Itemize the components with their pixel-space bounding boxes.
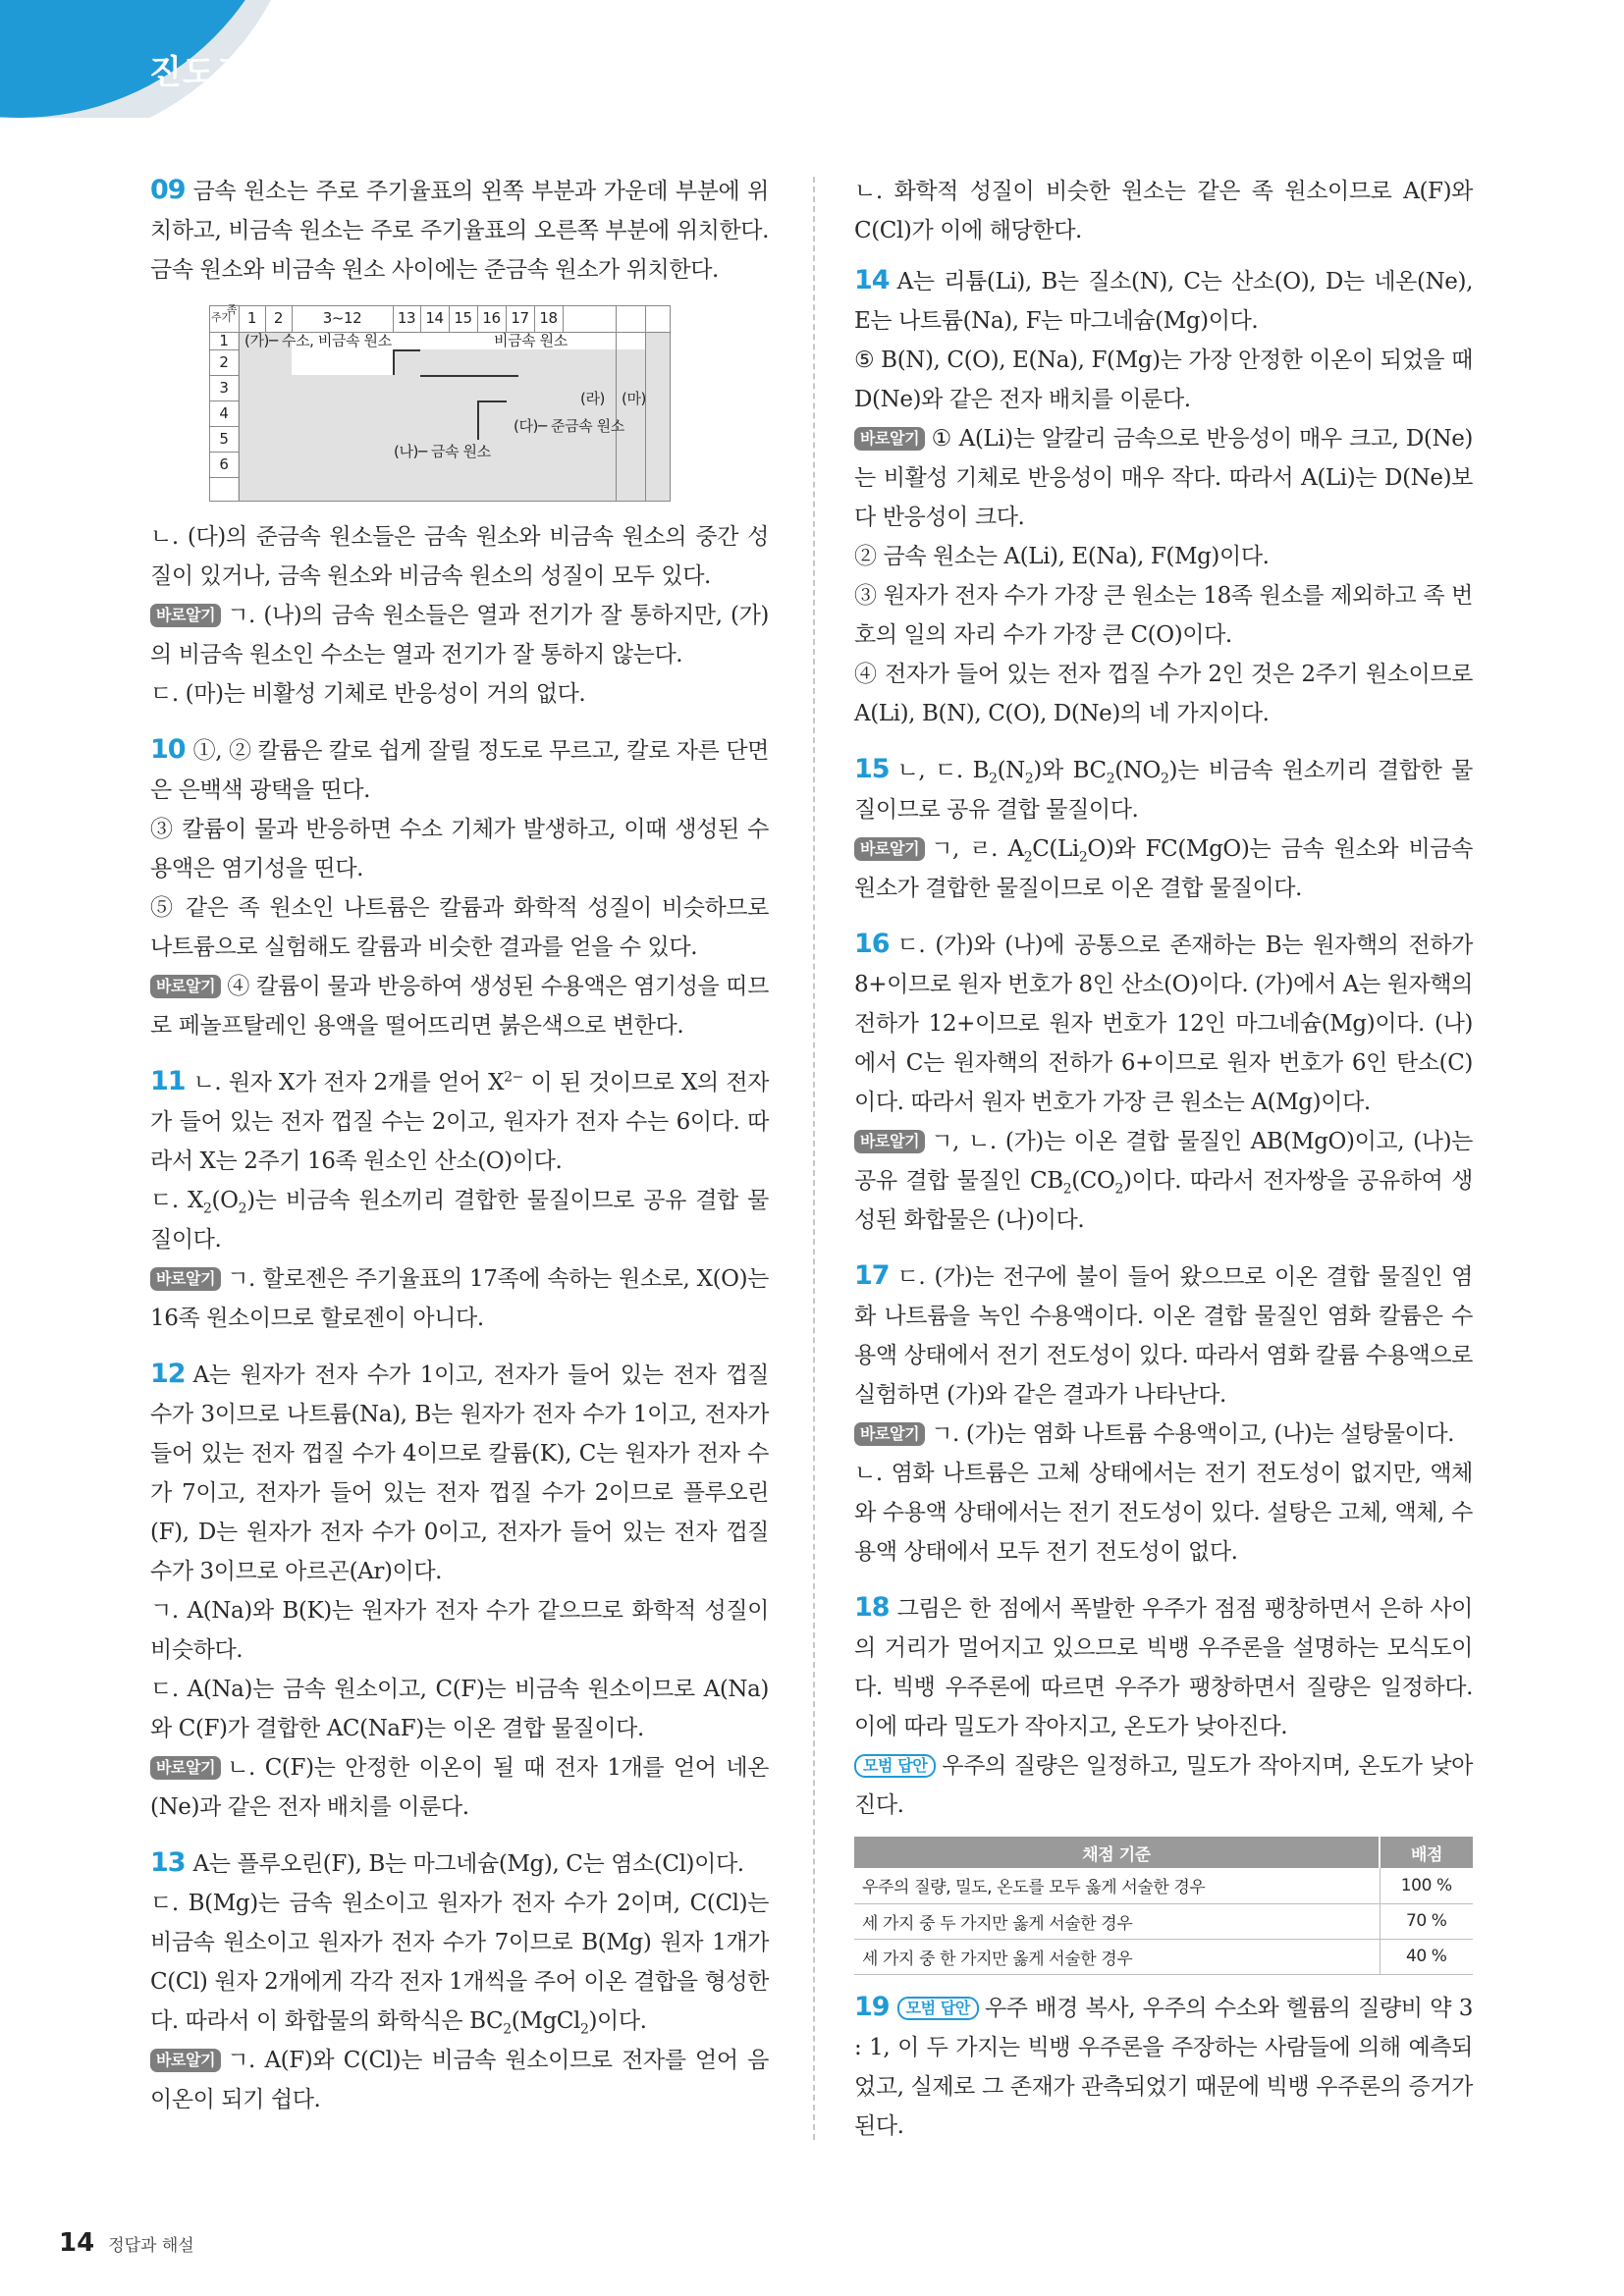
question-number: 17 bbox=[854, 1260, 890, 1291]
transition-gap bbox=[292, 349, 393, 375]
answer-16 bbox=[854, 926, 1473, 1240]
footer-label: 정답과 해설 bbox=[108, 2236, 194, 2256]
answer-18-model: 모범 답안 우주의 질량은 일정하고, 밀도가 작아지며, 온도가 낮아진다. bbox=[854, 1753, 1473, 1818]
left-column bbox=[150, 172, 769, 2119]
answer-11-wrong: 바로알기 ㄱ. 할로젠은 주기율표의 17족에 속하는 원소로, X(O)는 16족 원소이므로 할로젠이 아니다. bbox=[150, 1266, 769, 1331]
col-points: 배점 bbox=[1380, 1837, 1473, 1868]
answer-14-wrong: 바로알기 ① A(Li)는 알칼리 금속으로 반응성이 매우 크고, D(Ne)는 비활성 기체로 반응성이 매우 작다. 따라서 A(Li)는 D(Ne)보다 반응성이 크다. bbox=[854, 426, 1473, 530]
answer-17-text: ㄴ. 염화 나트륨은 고체 상태에서는 전기 전도성이 없지만, 액체와 수용액 상태에서는 전기 전도성이 있다. 설탕은 고체, 액체, 수용액 상태에서 모두 전기 전도성이 없다. bbox=[854, 1461, 1473, 1565]
column-divider bbox=[813, 177, 815, 2140]
wrong-badge: 바로알기 bbox=[854, 1130, 925, 1153]
points-cell: 40 % bbox=[1380, 1939, 1473, 1974]
answer-19 bbox=[854, 1989, 1473, 2146]
question-number: 09 bbox=[150, 175, 186, 205]
table-line bbox=[563, 305, 564, 332]
period-label: 2 bbox=[219, 353, 229, 371]
table-row bbox=[854, 1868, 1473, 1903]
answer-09-text: 09 금속 원소는 주로 주기율표의 왼쪽 부분과 가운데 부분에 위치하고, 비금속 원소는 주로 주기율표의 오른쪽 부분에 위치한다. 금속 원소와 비금속 원소 사이에는 준금속 원소가 위치한다. bbox=[150, 175, 769, 283]
question-number: 18 bbox=[854, 1592, 890, 1623]
criteria-cell: 우주의 질량, 밀도, 온도를 모두 옳게 서술한 경우 bbox=[854, 1868, 1380, 1903]
wrong-badge: 바로알기 bbox=[150, 2049, 221, 2072]
question-number: 19 bbox=[854, 1991, 890, 2022]
answer-15 bbox=[854, 751, 1473, 908]
answer-12-text: ㄷ. A(Na)는 금속 원소이고, C(F)는 비금속 원소이므로 A(Na)와 C(F)가 결합한 AC(NaF)는 이온 결합 물질이다. bbox=[150, 1677, 769, 1741]
table-row bbox=[854, 1939, 1473, 1974]
wrong-badge: 바로알기 bbox=[150, 1756, 221, 1780]
wrong-badge: 바로알기 bbox=[150, 1267, 221, 1291]
answer-14-text: ③ 원자가 전자 수가 가장 큰 원소는 18족 원소를 제외하고 족 번호의 일의 자리 수가 가장 큰 C(O)이다. bbox=[854, 583, 1473, 648]
page-number: 14 bbox=[59, 2228, 95, 2258]
right-column bbox=[854, 172, 1473, 2146]
label-metal: (나)─ 금속 원소 bbox=[394, 443, 491, 460]
answer-17-wrong: 바로알기 ㄱ. (가)는 염화 나트륨 수용액이고, (나)는 설탕물이다. bbox=[854, 1415, 1473, 1454]
group-header: 18 bbox=[539, 309, 558, 327]
answer-12-wrong: 바로알기 ㄴ. C(F)는 안정한 이온이 될 때 전자 1개를 얻어 네온(Ne)과 같은 전자 배치를 이룬다. bbox=[150, 1755, 769, 1820]
label-nonmetal: 비금속 원소 bbox=[494, 332, 568, 349]
wrong-badge: 바로알기 bbox=[854, 1422, 925, 1446]
header-title: 진도교재 bbox=[149, 53, 283, 92]
question-number: 15 bbox=[854, 754, 890, 784]
answer-14-text: ② 금속 원소는 A(Li), E(Na), F(Mg)이다. bbox=[854, 544, 1270, 569]
period-label: 1 bbox=[219, 332, 229, 349]
group-header: 2 bbox=[273, 309, 284, 327]
answer-18 bbox=[854, 1589, 1473, 1975]
answer-09 bbox=[150, 172, 769, 714]
periodic-table-figure bbox=[209, 305, 671, 502]
label-hydrogen-nonmetal: (가)─ 수소, 비금속 원소 bbox=[244, 332, 392, 349]
answer-14-text: ④ 전자가 들어 있는 전자 껍질 수가 2인 것은 2주기 원소이므로 A(Li), B(N), C(O), D(Ne)의 네 가지이다. bbox=[854, 662, 1473, 726]
table-row bbox=[854, 1903, 1473, 1939]
model-answer-badge: 모범 답안 bbox=[897, 1997, 979, 2020]
criteria-cell: 세 가지 중 한 가지만 옳게 서술한 경우 bbox=[854, 1939, 1380, 1974]
wrong-badge: 바로알기 bbox=[150, 604, 221, 627]
answer-13-continued bbox=[854, 172, 1473, 250]
answer-11 bbox=[150, 1063, 769, 1338]
label-ma: (마) bbox=[622, 390, 646, 407]
answer-17 bbox=[854, 1257, 1473, 1572]
group-header: 13 bbox=[397, 309, 416, 327]
answer-15-text: 15 ㄴ, ㄷ. $B_2(N_2)$와 $BC_2(NO_2)$는 비금속 원소끼리 결합한 물질이므로 공유 결합 물질이다. bbox=[854, 754, 1473, 823]
corner-period: 주기 bbox=[211, 311, 232, 324]
table-line bbox=[239, 305, 240, 502]
scoring-table bbox=[854, 1837, 1473, 1975]
answer-09-text: ㄴ. (다)의 준금속 원소들은 금속 원소와 비금속 원소의 중간 성질이 있거나, 금속 원소와 비금속 원소의 성질이 모두 있다. bbox=[150, 524, 769, 589]
period-label: 4 bbox=[219, 404, 229, 422]
group-header: 14 bbox=[425, 309, 444, 327]
answer-14-text: ⑤ B(N), C(O), E(Na), F(Mg)는 가장 안정한 이온이 되었을 때 D(Ne)와 같은 전자 배치를 이룬다. bbox=[854, 347, 1473, 412]
table-line bbox=[209, 477, 239, 478]
criteria-cell: 세 가지 중 두 가지만 옳게 서술한 경우 bbox=[854, 1903, 1380, 1939]
answer-12-text: ㄱ. A(Na)와 B(K)는 원자가 전자 수가 같으므로 화학적 성질이 비슷하다. bbox=[150, 1598, 769, 1663]
label-ra: (라) bbox=[580, 390, 605, 407]
model-answer-badge: 모범 답안 bbox=[854, 1754, 936, 1778]
wrong-badge: 바로알기 bbox=[854, 837, 925, 861]
nonmetal-boundary bbox=[393, 349, 420, 375]
group-header: 17 bbox=[511, 309, 529, 327]
answer-11-text: ㄷ. $X_2(O_2)$는 비금속 원소끼리 결합한 물질이므로 공유 결합 물질이다. bbox=[150, 1188, 769, 1253]
corner-group: 족 bbox=[226, 303, 238, 316]
group-header: 1 bbox=[246, 309, 257, 327]
period-label: 6 bbox=[219, 455, 229, 473]
points-cell: 100 % bbox=[1380, 1868, 1473, 1903]
answer-13 bbox=[150, 1844, 769, 2119]
period-label: 5 bbox=[219, 430, 229, 448]
group-header: 16 bbox=[482, 309, 501, 327]
wrong-badge: 바로알기 bbox=[854, 427, 925, 451]
answer-10-wrong: 바로알기 ④ 칼륨이 물과 반응하여 생성된 수용액은 염기성을 띠므로 페놀프탈레인 용액을 떨어뜨리면 붉은색으로 변한다. bbox=[150, 974, 769, 1039]
answer-10 bbox=[150, 731, 769, 1045]
answer-13-text: ㄴ. 화학적 성질이 비슷한 원소는 같은 족 원소이므로 A(F)와 C(Cl)가 이에 해당한다. bbox=[854, 179, 1473, 243]
answer-16-wrong: 바로알기 ㄱ, ㄴ. (가)는 이온 결합 물질인 AB(MgO)이고, (나)는 공유 결합 물질인 $CB_2(CO_2)$이다. 따라서 전자쌍을 공유하여 생성된 화합물은 (나)이다. bbox=[854, 1129, 1473, 1233]
table-header-row bbox=[854, 1837, 1473, 1868]
page-footer bbox=[59, 2228, 194, 2258]
answer-17-text: 17 ㄷ. (가)는 전구에 불이 들어 왔으므로 이온 결합 물질인 염화 나트륨을 녹인 수용액이다. 이온 결합 물질인 염화 칼륨은 수용액 상태에서 전기 전도성이 있다. 따라서 염화 칼륨 수용액으로 실험하면 (가)와 같은 결과가 나타난다. bbox=[854, 1260, 1473, 1408]
answer-10-text: 10 ①, ② 칼륨은 칼로 쉽게 잘릴 정도로 무르고, 칼로 자른 단면은 은백색 광택을 띤다. bbox=[150, 734, 769, 803]
col-criteria: 채점 기준 bbox=[854, 1837, 1380, 1868]
question-number: 13 bbox=[150, 1847, 186, 1878]
question-number: 10 bbox=[150, 734, 186, 765]
question-number: 14 bbox=[854, 265, 890, 295]
question-number: 12 bbox=[150, 1359, 186, 1389]
table-line bbox=[616, 305, 617, 502]
answer-19-model: 19 모범 답안 우주 배경 복사, 우주의 수소와 헬륨의 질량비 약 3 : 1, 이 두 가지는 빅뱅 우주론을 주장하는 사람들에 의해 예측되었고, 실제로 그 존재가 관측되었기 때문에 빅뱅 우주론의 증거가 된다. bbox=[854, 1991, 1473, 2139]
metalloid-boundary bbox=[477, 400, 507, 440]
answer-09-text: ㄷ. (마)는 비활성 기체로 반응성이 거의 없다. bbox=[150, 681, 586, 707]
answer-18-text: 18 그림은 한 점에서 폭발한 우주가 점점 팽창하면서 은하 사이의 거리가 멀어지고 있으므로 빅뱅 우주론을 설명하는 모식도이다. 빅뱅 우주론에 따르면 우주가 팽창하면서 질량은 일정하다. 이에 따라 밀도가 작아지고, 온도가 낮아진다. bbox=[854, 1592, 1473, 1739]
question-number: 16 bbox=[854, 929, 890, 959]
period-label: 3 bbox=[219, 379, 229, 397]
answer-13-text: 13 A는 플루오린(F), B는 마그네슘(Mg), C는 염소(Cl)이다. bbox=[150, 1847, 744, 1878]
answer-14 bbox=[854, 262, 1473, 733]
answer-09-wrong: 바로알기 ㄱ. (나)의 금속 원소들은 열과 전기가 잘 통하지만, (가)의 비금속 원소인 수소는 열과 전기가 잘 통하지 않는다. bbox=[150, 603, 769, 667]
answer-13-text: ㄷ. B(Mg)는 금속 원소이고 원자가 전자 수가 2이며, C(Cl)는 비금속 원소이고 원자가 전자 수가 7이므로 B(Mg) 원자 1개가 C(Cl) 원자 2개에게 각각 전자 1개씩을 주어 이온 결합을 형성한다. 따라서 이 화합물의 화학식은 $BC_2(MgCl_2)$이다. bbox=[150, 1891, 769, 2038]
answer-10-text: ③ 칼륨이 물과 반응하면 수소 기체가 발생하고, 이때 생성된 수용액은 염기성을 띤다. bbox=[150, 817, 769, 881]
answer-10-text: ⑤ 같은 족 원소인 나트륨은 칼륨과 화학적 성질이 비슷하므로 나트륨으로 실험해도 칼륨과 비슷한 결과를 얻을 수 있다. bbox=[150, 895, 769, 960]
answer-12 bbox=[150, 1356, 769, 1827]
group-header: 3~12 bbox=[322, 309, 362, 327]
answer-11-text: 11 ㄴ. 원자 X가 전자 2개를 얻어 $X^{2-}$ 이 된 것이므로 X의 전자가 들어 있는 전자 껍질 수는 2이고, 원자가 전자 수는 6이다. 따라서 X는 2주기 16족 원소인 산소(O)이다. bbox=[150, 1066, 769, 1174]
question-number: 11 bbox=[150, 1066, 186, 1096]
group-header: 15 bbox=[454, 309, 472, 327]
answer-13-wrong: 바로알기 ㄱ. A(F)와 C(Cl)는 비금속 원소이므로 전자를 얻어 음이온이 되기 쉽다. bbox=[150, 2048, 769, 2112]
header-banner bbox=[0, 0, 314, 118]
label-metalloid: (다)─ 준금속 원소 bbox=[514, 417, 624, 435]
answer-14-text: 14 A는 리튬(Li), B는 질소(N), C는 산소(O), D는 네온(Ne), E는 나트륨(Na), F는 마그네슘(Mg)이다. bbox=[854, 265, 1473, 334]
points-cell: 70 % bbox=[1380, 1903, 1473, 1939]
answer-16-text: 16 ㄷ. (가)와 (나)에 공통으로 존재하는 B는 원자핵의 전하가 8+이므로 원자 번호가 8인 산소(O)이다. (가)에서 A는 원자핵의 전하가 12+이므로 원자 번호가 12인 마그네슘(Mg)이다. (나)에서 C는 원자핵의 전하가 6+이므로 원자 번호가 6인 탄소(C)이다. 따라서 원자 번호가 가장 큰 원소는 A(Mg)이다. bbox=[854, 929, 1473, 1115]
wrong-badge: 바로알기 bbox=[150, 975, 221, 998]
answer-15-wrong: 바로알기 ㄱ, ㄹ. $A_2C(Li_2O)$와 FC(MgO)는 금속 원소와 비금속 원소가 결합한 물질이므로 이온 결합 물질이다. bbox=[854, 836, 1474, 901]
answer-12-text: 12 A는 원자가 전자 수가 1이고, 전자가 들어 있는 전자 껍질 수가 3이므로 나트륨(Na), B는 원자가 전자 수가 1이고, 전자가 들어 있는 전자 껍질 수가 4이므로 칼륨(K), C는 원자가 전자 수가 7이고, 전자가 들어 있는 전자 껍질 수가 2이므로 플루오린(F), D는 원자가 전자 수가 0이고, 전자가 들어 있는 전자 껍질 수가 3이므로 아르곤(Ar)이다. bbox=[150, 1359, 769, 1584]
